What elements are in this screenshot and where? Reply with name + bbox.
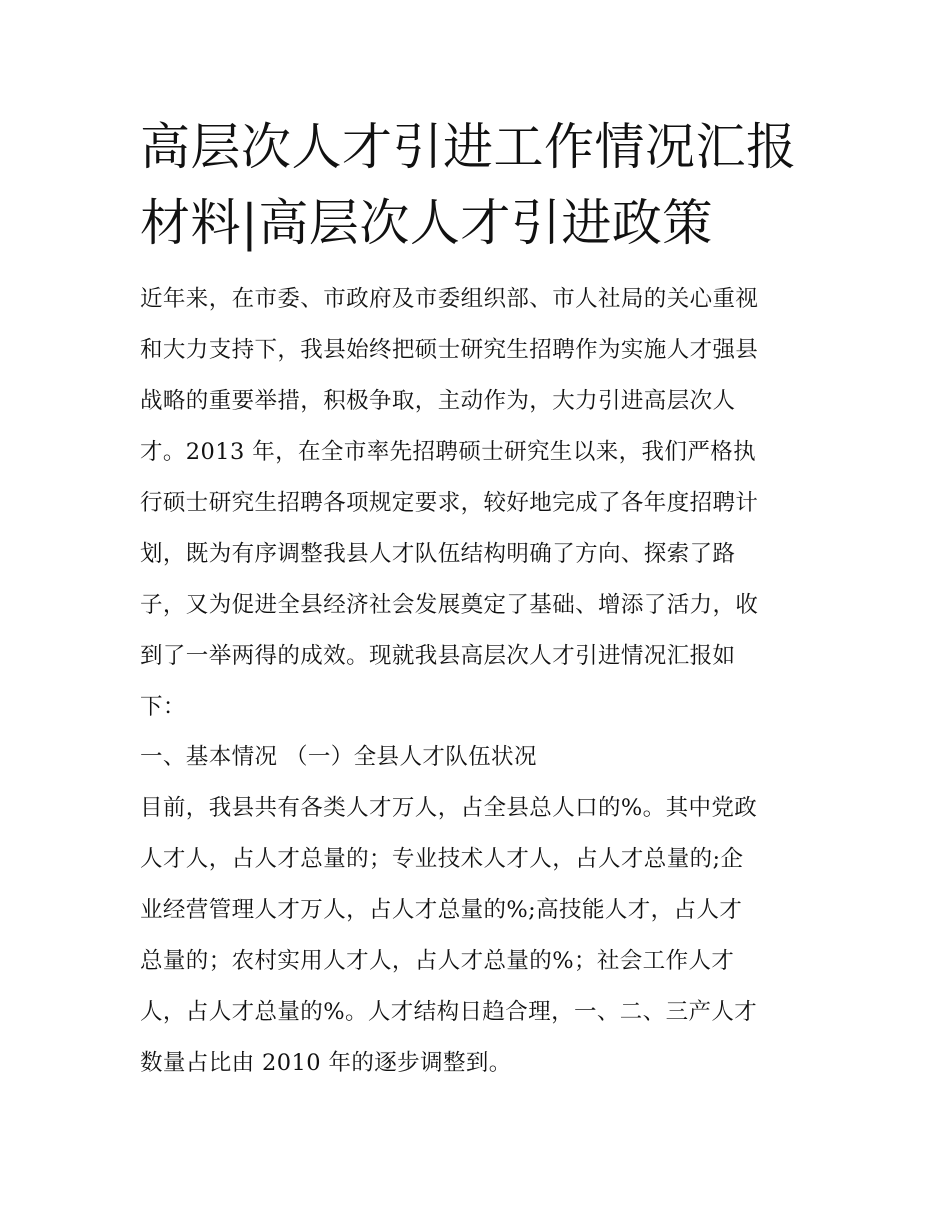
- document-title-line-2: 材料|高层次人才引进政策: [140, 194, 713, 252]
- intro-paragraph-line: 才。2013 年，在全市率先招聘硕士研究生以来，我们严格执: [140, 439, 757, 465]
- section-paragraph-line: 目前，我县共有各类人才万人，占全县总人口的%。其中党政: [140, 795, 758, 821]
- document-title-line-1: 高层次人才引进工作情况汇报: [140, 118, 797, 176]
- section-paragraph-line: 数量占比由 2010 年的逐步调整到。: [140, 1050, 512, 1076]
- intro-paragraph-line: 到了一举两得的成效。现就我县高层次人才引进情况汇报如: [140, 643, 736, 669]
- section-paragraph-line: 人，占人才总量的%。人才结构日趋合理，一、二、三产人才: [140, 999, 758, 1025]
- intro-paragraph-line: 近年来，在市委、市政府及市委组织部、市人社局的关心重视: [140, 286, 759, 312]
- intro-paragraph-line: 战略的重要举措，积极争取，主动作为，大力引进高层次人: [140, 388, 736, 414]
- intro-paragraph-line: 子，又为促进全县经济社会发展奠定了基础、增添了活力，收: [140, 592, 759, 618]
- intro-paragraph-line: 划，既为有序调整我县人才队伍结构明确了方向、探索了路: [140, 541, 736, 567]
- section-paragraph-line: 总量的；农村实用人才人，占人才总量的%；社会工作人才: [140, 948, 735, 974]
- intro-paragraph-line: 下：: [140, 694, 186, 720]
- section-paragraph-line: 业经营管理人才万人，占人才总量的%;高技能人才，占人才: [140, 897, 743, 923]
- section-heading: 一、基本情况 （一）全县人才队伍状况: [140, 744, 537, 770]
- intro-paragraph-line: 和大力支持下，我县始终把硕士研究生招聘作为实施人才强县: [140, 337, 759, 363]
- intro-paragraph-line: 行硕士研究生招聘各项规定要求，较好地完成了各年度招聘计: [140, 490, 759, 516]
- section-paragraph-line: 人才人，占人才总量的；专业技术人才人，占人才总量的;企: [140, 846, 744, 872]
